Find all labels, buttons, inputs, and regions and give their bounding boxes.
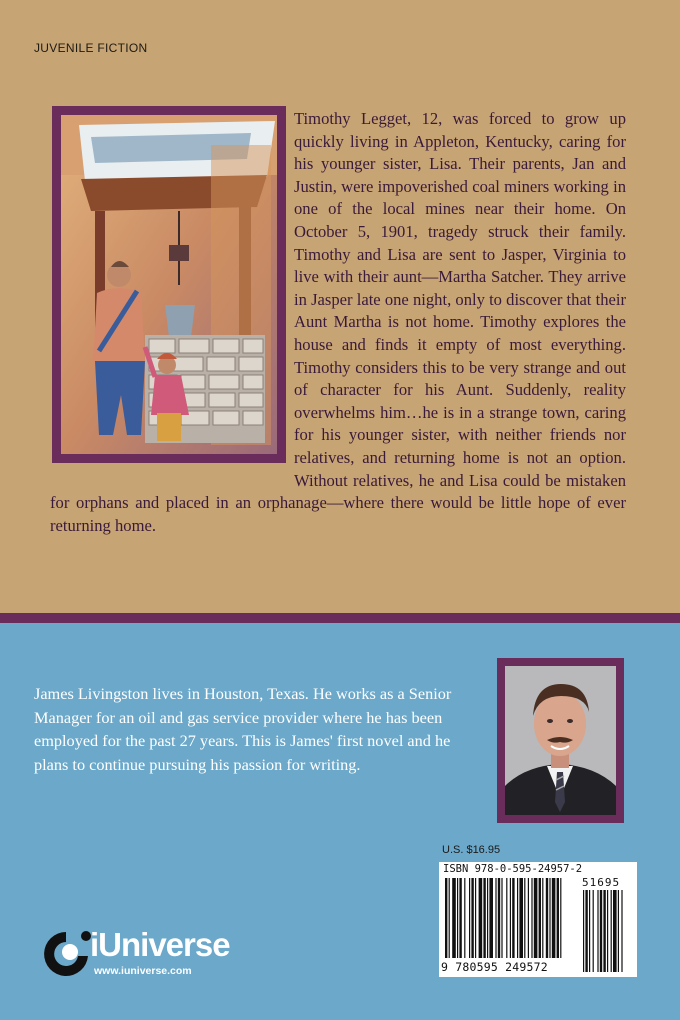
barcode-bar	[489, 878, 493, 958]
price-label: U.S. $16.95	[442, 844, 501, 856]
barcode-bar	[542, 878, 543, 958]
barcode-bar	[495, 878, 496, 958]
addon-bar	[613, 890, 617, 972]
addon-bar	[618, 890, 619, 972]
barcode-bar	[457, 878, 458, 958]
addon-bar	[611, 890, 612, 972]
barcode-bar	[487, 878, 488, 958]
addon-bar	[597, 890, 598, 972]
barcode-bar	[475, 878, 476, 958]
addon-bar	[607, 890, 608, 972]
addon-bar	[600, 890, 602, 972]
synopsis-wrap-spacer	[50, 108, 294, 470]
isbn-barcode	[439, 862, 637, 977]
barcode-bar	[539, 878, 541, 958]
barcode-bar	[519, 878, 523, 958]
barcode-bar	[469, 878, 470, 958]
price-addon-code: 51695	[582, 876, 621, 889]
publisher-url: www.iuniverse.com	[94, 965, 192, 977]
barcode-bar	[445, 878, 447, 958]
barcode-bar	[560, 878, 561, 958]
barcode-bar	[524, 878, 525, 958]
barcode-bar	[552, 878, 556, 958]
ean-digits: 9 780595 249572	[441, 960, 548, 974]
barcode-bar	[506, 878, 507, 958]
genre-label: JUVENILE FICTION	[34, 41, 148, 55]
synopsis-text	[50, 108, 626, 537]
addon-bar	[593, 890, 594, 972]
addon-bar	[585, 890, 587, 972]
barcode-bar	[510, 878, 511, 958]
author-photo	[497, 658, 624, 823]
barcode-bar	[546, 878, 548, 958]
addon-bar	[589, 890, 590, 972]
barcode-bar	[471, 878, 473, 958]
addon-bar	[621, 890, 622, 972]
barcode-bar	[498, 878, 500, 958]
isbn-number: ISBN 978-0-595-24957-2	[443, 863, 583, 875]
addon-bar	[603, 890, 605, 972]
barcode-bar	[517, 878, 518, 958]
synopsis-body: Timothy Legget, 12, was forced to grow up quickly living in Appleton, Kentucky, caring for his younger sister, Lisa. Their parents, Jan and Justin, were impoverished coal miners working in one of the local mines near their home. On October 5, 1901, tragedy struck their family. Timothy and Lisa are sent to Jasper, Virginia to live with their aunt—Martha Satcher. They arrive in Jasper late one night, only to discover that their Aunt Martha is not home. Timothy explores the house and finds it empty of most everything. Timothy considers this to be very strange and out of character for his Aunt. Suddenly, reality overwhelms him…he is in a strange town, caring for his younger sister, with neither friends nor relatives, and returning home is not an option. Without relatives, he and Lisa could be mistaken for orphans and placed in an orphanage—where there would be little hope of ever returning home.	[50, 109, 626, 535]
barcode-bar	[557, 878, 559, 958]
divider-band	[0, 613, 680, 623]
barcode-bar	[528, 878, 529, 958]
barcode-bar	[479, 878, 483, 958]
barcode-bar	[512, 878, 514, 958]
barcode-bar	[534, 878, 538, 958]
addon-bar	[583, 890, 584, 972]
barcode-bar	[549, 878, 550, 958]
barcode-bar	[452, 878, 456, 958]
barcode-bar	[531, 878, 532, 958]
barcode-bar	[483, 878, 485, 958]
barcode-bar	[459, 878, 461, 958]
author-bio: James Livingston lives in Houston, Texas. He works as a Senior Manager for an oil and gas service provider where he has been employed for the past 27 years. This is James' first novel and he plans to continue pursuing his passion for writing.	[34, 684, 452, 774]
barcode-bar	[501, 878, 502, 958]
barcode-bar	[464, 878, 465, 958]
barcode-bar	[449, 878, 450, 958]
publisher-name: iUniverse	[90, 926, 230, 963]
publisher-logo	[40, 926, 280, 986]
